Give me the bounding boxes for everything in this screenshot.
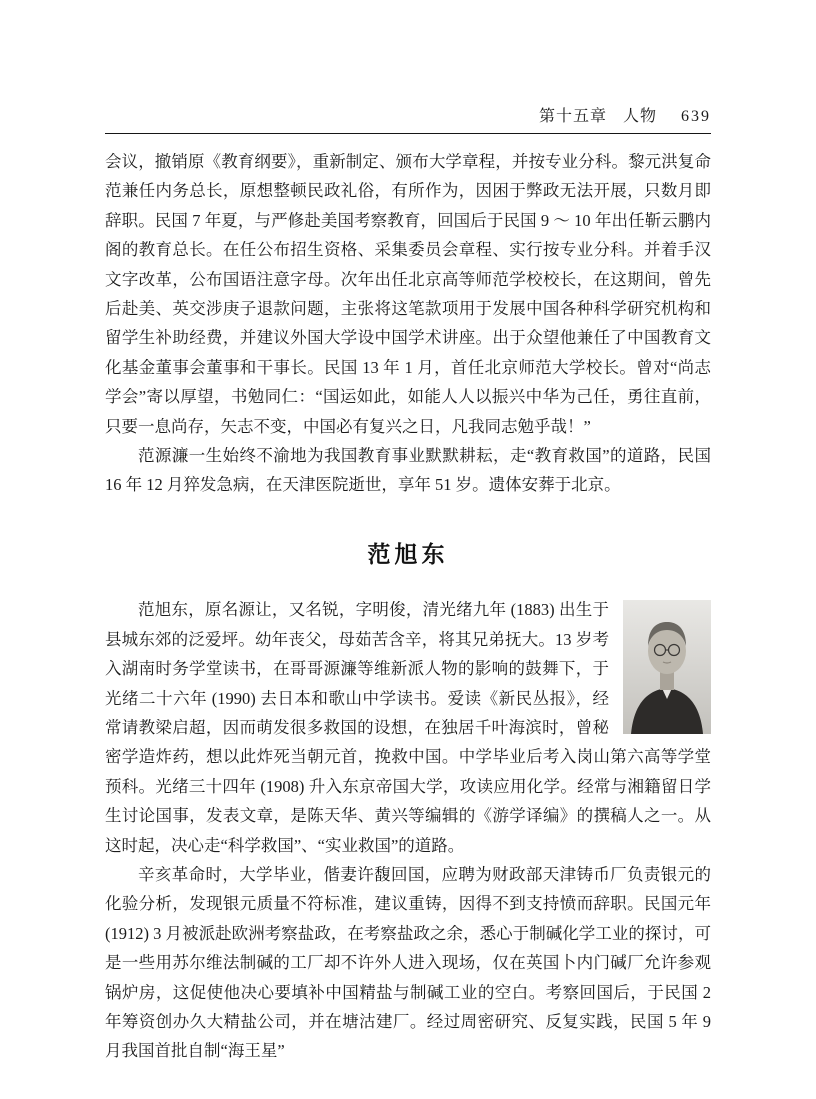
paragraph-fan-yuanlian-closing: 范源濂一生始终不渝地为我国教育事业默默耕耘，走“教育救国”的道路，民国 16 年 12 月猝发急病，在天津医院逝世，享年 51 岁。遗体安葬于北京。: [105, 446, 711, 495]
page-body: [105, 147, 711, 1066]
portrait-photo-graphic: [623, 600, 711, 734]
paragraph-continued: 会议，撤销原《教育纲要》，重新制定、颁布大学章程，并按专业分科。黎元洪复命范兼任内务总长，原想整顿民政礼俗，有所作为，因困于弊政无法开展，只数月即辞职。民国 7 年夏，与严修赴美国考察教育，回国后于民国 9 ～ 10 年出任靳云鹏内阁的教育总长。在任公布招生资格、采集委员会章程、实行按专业分科。并着手汉文字改革，公布国语注意字母。次年出任北京高等师范学校校长，在这期间，曾先后赴美、英交涉庚子退款问题，主张将这笔款项用于发展中国各种科学研究机构和留学生补助经费，并建议外国大学设中国学术讲座。出于众望他兼任了中国教育文化基金董事会董事和干事长。民国 13 年 1 月，首任北京师范大学校长。曾对“尚志学会”寄以厚望，书勉同仁：“国运如此，如能人人以振兴中华为己任，勇往直前，只要一息尚存，矢志不变，中国必有复兴之日，凡我同志勉乎哉！”: [105, 152, 711, 436]
biography-heading: 范旭东: [367, 540, 449, 567]
bio-paragraph-with-photo: [105, 595, 711, 860]
bio-paragraph-career: 辛亥革命时，大学毕业，偕妻许馥回国，应聘为财政部天津铸币厂负责银元的化验分析，发现银元质量不符标准，建议重铸，因得不到支持愤而辞职。民国元年 (1912) 3 月被派赴欧洲考察盐政，在考察盐政之余，悉心于制碱化学工业的探讨，可是一些用苏尔维法制碱的工厂却不许外人进入现场，仅在英国卜内门碱厂允许参观锅炉房，这促使他决心要填补中国精盐与制碱工业的空白。考察回国后，于民国 2 年筹资创办久大精盐公司，并在塘沽建厂。经过周密研究、反复实践，民国 5 年 9 月我国首批自制“海王星”: [105, 864, 711, 1061]
chapter-title: 第十五章: [538, 108, 607, 125]
section-name: 人物: [622, 108, 657, 125]
page-header: [105, 103, 711, 134]
portrait-photo: [623, 600, 711, 734]
page-number: 639: [681, 108, 711, 125]
bio-paragraph-text: 范旭东，原名源让，又名锐，字明俊，清光绪九年 (1883) 出生于县城东郊的泛爱坪。幼年丧父，母茹苦含辛，将其兄弟抚大。13 岁考入湖南时务学堂读书，在哥哥源濂等维新派人物的影响的鼓舞下，于光绪二十六年 (1990) 去日本和歌山中学读书。爱读《新民丛报》，经常请教梁启超，因而萌发很多救国的设想，在独居千叶海滨时，曾秘密学造炸药，想以此炸死当朝元首，挽救中国。中学毕业后考入岗山第六高等学堂预科。光绪三十四年 (1908) 升入东京帝国大学，攻读应用化学。经常与湘籍留日学生讨论国事，发表文章，是陈天华、黄兴等编辑的《游学译编》的撰稿人之一。从这时起，决心走“科学救国”、“实业救国”的道路。: [105, 600, 711, 855]
